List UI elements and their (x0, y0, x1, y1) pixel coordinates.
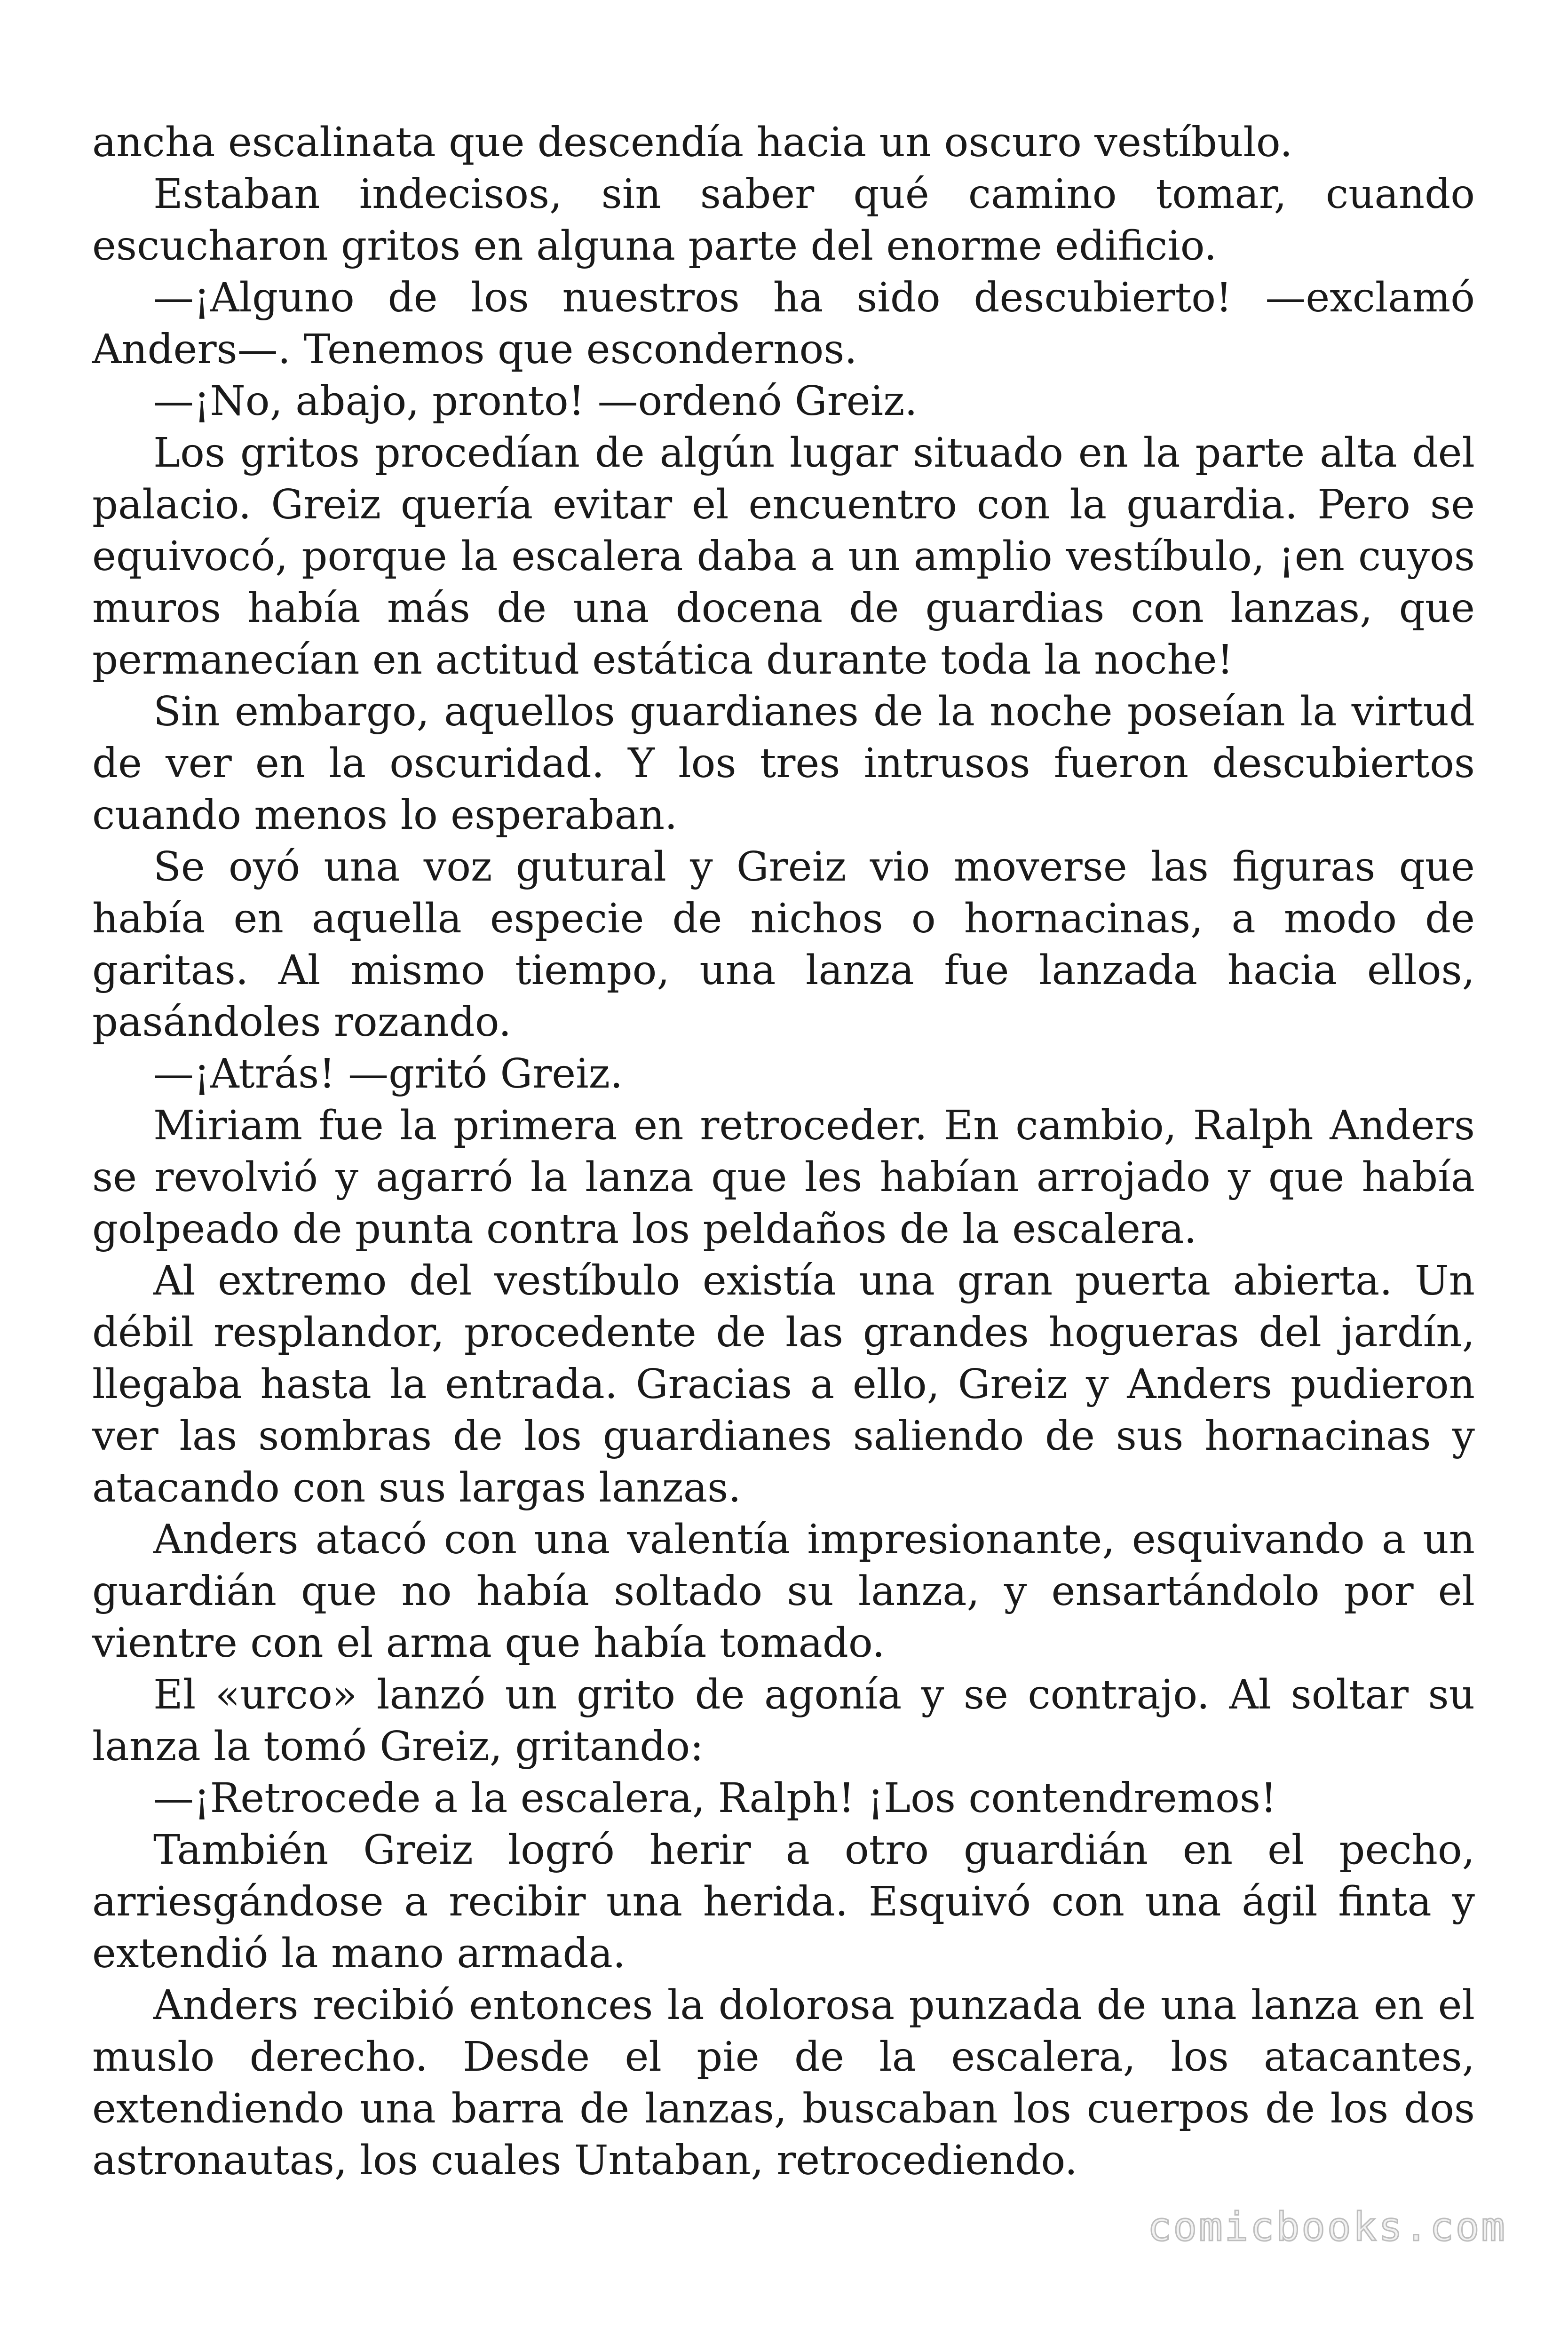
paragraph: —¡No, abajo, pronto! —ordenó Greiz. (153, 378, 918, 425)
paragraph: Sin embargo, aquellos guardianes de la noche poseían la virtud de ver en la oscuridad. Y los tres intrusos fueron descubiertos cuando menos lo esperaban. (92, 688, 1475, 839)
paragraph: Al extremo del vestíbulo existía una gran puerta abierta. Un débil resplandor, procedente de las grandes hogueras del jardín, llegaba hasta la entrada. Gracias a ello, Greiz y Anders pudieron ver las sombras de los guardianes saliendo de sus hornacinas y atacando con sus largas lanzas. (92, 1257, 1475, 1511)
paragraph: Anders atacó con una valentía impresionante, esquivando a un guardián que no había soltado su lanza, y ensartándolo por el vientre con el arma que había tomado. (92, 1516, 1475, 1667)
paragraph: Anders recibió entonces la dolorosa punzada de una lanza en el muslo derecho. Desde el pie de la escalera, los atacantes, extendiendo una barra de lanzas, buscaban los cuerpos de los dos astronautas, los cuales Untaban, retrocediendo. (92, 1982, 1475, 2184)
watermark-logo: comicbooks.com (1147, 2204, 1507, 2250)
paragraph: ancha escalinata que descendía hacia un oscuro vestíbulo. (92, 119, 1293, 166)
paragraph: Miriam fue la primera en retroceder. En cambio, Ralph Anders se revolvió y agarró la lanza que les habían arrojado y que había golpeado de punta contra los peldaños de la escalera. (92, 1102, 1475, 1253)
paragraph: —¡Atrás! —gritó Greiz. (153, 1050, 623, 1097)
paragraph: —¡Alguno de los nuestros ha sido descubierto! —exclamó Anders—. Tenemos que escondernos. (92, 274, 1475, 373)
paragraph: —¡Retrocede a la escalera, Ralph! ¡Los contendremos! (153, 1775, 1277, 1822)
paragraph: Los gritos procedían de algún lugar situado en la parte alta del palacio. Greiz quería evitar el encuentro con la guardia. Pero se equivocó, porque la escalera daba a un amplio vestíbulo, ¡en cuyos muros había más de una docena de guardias con lanzas, que permanecían en actitud estática durante toda la noche! (92, 429, 1475, 683)
paragraph: Estaban indecisos, sin saber qué camino tomar, cuando escucharon gritos en alguna parte del enorme edificio. (92, 171, 1475, 270)
paragraph: El «urco» lanzó un grito de agonía y se contrajo. Al soltar su lanza la tomó Greiz, gritando: (92, 1671, 1475, 1770)
paragraph: Se oyó una voz gutural y Greiz vio moverse las figuras que había en aquella especie de nichos o hornacinas, a modo de garitas. Al mismo tiempo, una lanza fue lanzada hacia ellos, pasándoles rozando. (92, 843, 1475, 1046)
paragraph: También Greiz logró herir a otro guardián en el pecho, arriesgándose a recibir una herida. Esquivó con una ágil finta y extendió la mano armada. (92, 1827, 1475, 1977)
body-text (92, 117, 1475, 2186)
